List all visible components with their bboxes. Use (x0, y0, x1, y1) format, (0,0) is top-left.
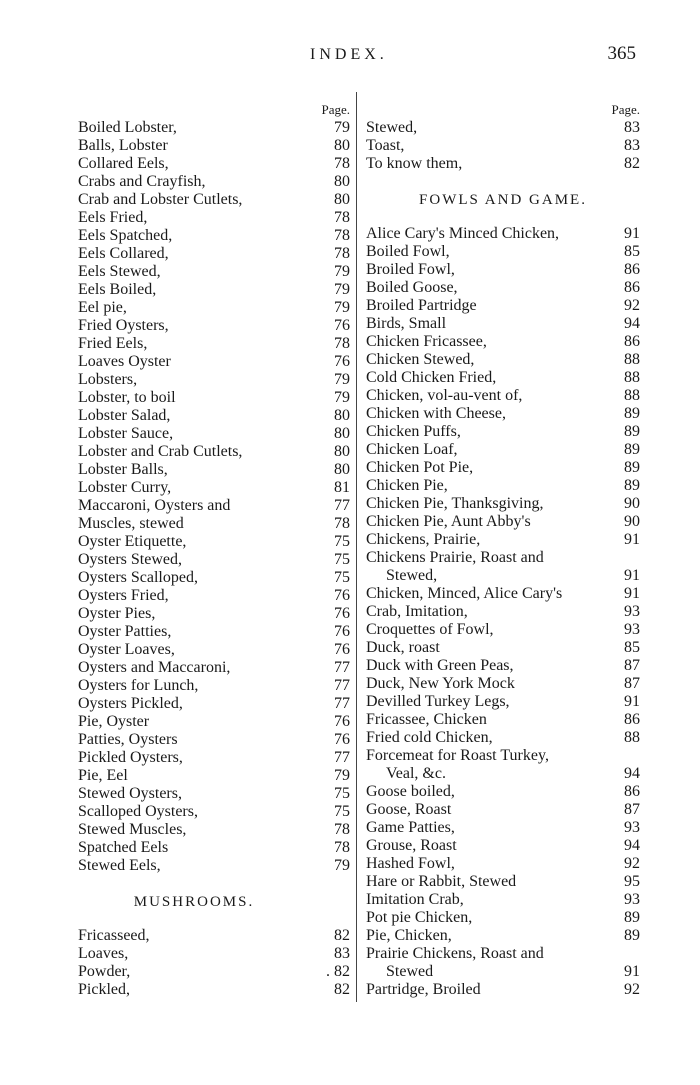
entry-page: 86 (624, 783, 640, 800)
entry-page: 83 (334, 945, 350, 962)
index-entry (78, 353, 350, 371)
entry-page: 90 (624, 513, 640, 530)
index-entry (78, 785, 350, 803)
entry-page: 94 (624, 837, 640, 854)
index-entry (78, 569, 350, 587)
entry-page: 78 (334, 839, 350, 856)
index-entry (78, 927, 350, 945)
entry-page: 83 (624, 137, 640, 154)
entry-title: Forcemeat for Roast Turkey, (366, 747, 549, 764)
entry-title: Croquettes of Fowl, (366, 621, 494, 638)
entry-page: 90 (624, 495, 640, 512)
entry-page: 79 (334, 263, 350, 280)
index-entry (366, 297, 640, 315)
entry-page: 76 (334, 587, 350, 604)
index-entry (366, 441, 640, 459)
entry-title: Eels Stewed, (78, 263, 161, 280)
entry-title: Chickens Prairie, Roast and (366, 549, 544, 566)
index-entry (78, 443, 350, 461)
index-entry (366, 513, 640, 531)
entry-page: 88 (624, 729, 640, 746)
index-entry (366, 225, 640, 243)
entry-page: 75 (334, 803, 350, 820)
entry-title: Partridge, Broiled (366, 981, 481, 998)
index-entry (366, 981, 640, 999)
entry-page: 78 (334, 227, 350, 244)
index-entry (78, 497, 350, 515)
entry-page: 89 (624, 405, 640, 422)
entry-title: Cold Chicken Fried, (366, 369, 497, 386)
index-entry (366, 477, 640, 495)
entry-title: Stewed, (386, 567, 438, 584)
entry-title: Stewed Oysters, (78, 785, 182, 802)
index-entry (366, 549, 640, 567)
index-entry (366, 729, 640, 747)
entry-page: 76 (334, 605, 350, 622)
entry-page: 87 (624, 801, 640, 818)
entry-title: Lobster, to boil (78, 389, 176, 406)
index-entry (366, 873, 640, 891)
index-entry (366, 837, 640, 855)
entry-page: 93 (624, 819, 640, 836)
entry-page: 87 (624, 675, 640, 692)
index-list-fowls-and-game (366, 225, 640, 999)
index-entry (366, 405, 640, 423)
entry-title: Duck with Green Peas, (366, 657, 514, 674)
index-entry (366, 369, 640, 387)
entry-title: Stewed (386, 963, 434, 980)
index-entry (78, 479, 350, 497)
entry-title: Eels Spatched, (78, 227, 173, 244)
entry-page: 91 (624, 567, 640, 584)
entry-title: Eels Fried, (78, 209, 148, 226)
index-entry (78, 677, 350, 695)
entry-title: Muscles, stewed (78, 515, 184, 532)
entry-page: 87 (624, 657, 640, 674)
entry-page: 89 (624, 927, 640, 944)
index-entry (366, 657, 640, 675)
entry-page: 75 (334, 569, 350, 586)
index-entry (78, 659, 350, 677)
index-entry (78, 695, 350, 713)
entry-page: 77 (334, 695, 350, 712)
index-entry (366, 927, 640, 945)
index-entry (366, 137, 640, 155)
entry-title: Scalloped Oysters, (78, 803, 198, 820)
page-column-label: Page. (611, 102, 640, 117)
entry-title: Collared Eels, (78, 155, 169, 172)
index-entry (78, 515, 350, 533)
index-entry (366, 945, 640, 963)
index-entry (78, 407, 350, 425)
right-column (366, 100, 640, 999)
entry-page: 80 (334, 425, 350, 442)
entry-page: 77 (334, 497, 350, 514)
entry-title: Chicken, Minced, Alice Cary's (366, 585, 563, 602)
entry-title: Chicken Loaf, (366, 441, 458, 458)
index-entry (78, 605, 350, 623)
index-entry (366, 675, 640, 693)
index-entry (78, 587, 350, 605)
entry-title: Duck, roast (366, 639, 440, 656)
entry-title: Pie, Oyster (78, 713, 150, 730)
entry-page: 80 (334, 407, 350, 424)
entry-title: Oysters and Maccaroni, (78, 659, 231, 676)
index-entry (366, 423, 640, 441)
entry-page: 94 (624, 765, 640, 782)
entry-title: Crabs and Crayfish, (78, 173, 206, 190)
entry-title: Oysters Stewed, (78, 551, 182, 568)
index-entry (366, 351, 640, 369)
entry-title: Chicken, vol-au-vent of, (366, 387, 523, 404)
index-entry (366, 603, 640, 621)
entry-page: 95 (624, 873, 640, 890)
entry-title: Oyster Etiquette, (78, 533, 187, 550)
section-heading-mushrooms: MUSHROOMS. (133, 894, 255, 910)
index-entry (78, 245, 350, 263)
index-entry (78, 857, 350, 875)
entry-page: 78 (334, 209, 350, 226)
index-entry (78, 749, 350, 767)
index-entry (78, 299, 350, 317)
entry-title: Hashed Fowl, (366, 855, 455, 872)
entry-title: Pickled, (78, 981, 130, 998)
entry-page: 86 (624, 711, 640, 728)
entry-title: Oysters Pickled, (78, 695, 183, 712)
entry-title: Oyster Loaves, (78, 641, 175, 658)
entry-title: Lobsters, (78, 371, 138, 388)
index-entry (366, 155, 640, 173)
entry-title: Lobster and Crab Cutlets, (78, 443, 243, 460)
entry-page: 83 (624, 119, 640, 136)
entry-page: 77 (334, 659, 350, 676)
index-entry (78, 227, 350, 245)
entry-page: 78 (334, 515, 350, 532)
running-title: INDEX. (310, 46, 388, 63)
entry-page: 81 (334, 479, 350, 496)
entry-page: 82 (624, 155, 640, 172)
index-entry (366, 243, 640, 261)
entry-page: 91 (624, 225, 640, 242)
entry-title: Boiled Goose, (366, 279, 458, 296)
index-entry (366, 639, 640, 657)
entry-page: 76 (334, 317, 350, 334)
index-entry (78, 461, 350, 479)
index-entry (366, 279, 640, 297)
index-entry (78, 191, 350, 209)
entry-page: 79 (334, 119, 350, 136)
entry-page: 93 (624, 891, 640, 908)
entry-page: 79 (334, 857, 350, 874)
entry-title: Eel pie, (78, 299, 127, 316)
index-entry (366, 801, 640, 819)
index-list-right (366, 119, 640, 173)
index-entry (78, 945, 350, 963)
entry-title: Fried Eels, (78, 335, 148, 352)
entry-page: 78 (334, 155, 350, 172)
index-entry (78, 281, 350, 299)
index-entry (366, 315, 640, 333)
entry-title: Fricasseed, (78, 927, 150, 944)
entry-title: To know them, (366, 155, 463, 172)
column-divider (356, 92, 357, 1002)
left-column (78, 100, 350, 999)
entry-page: 89 (624, 459, 640, 476)
index-entry (78, 767, 350, 785)
index-entry (366, 261, 640, 279)
entry-title: Lobster Salad, (78, 407, 171, 424)
entry-title: Pie, Eel (78, 767, 128, 784)
entry-title: Pie, Chicken, (366, 927, 452, 944)
index-entry (78, 335, 350, 353)
entry-page: 82 (334, 927, 350, 944)
entry-page: 91 (624, 531, 640, 548)
entry-page: 76 (334, 641, 350, 658)
entry-title: Crab and Lobster Cutlets, (78, 191, 243, 208)
entry-title: Stewed Eels, (78, 857, 161, 874)
entry-page: 89 (624, 441, 640, 458)
entry-page: 88 (624, 351, 640, 368)
index-entry (366, 119, 640, 137)
entry-title: Stewed Muscles, (78, 821, 187, 838)
section-heading-fowls-and-game: FOWLS AND GAME. (419, 192, 587, 208)
entry-page: 91 (624, 693, 640, 710)
entry-page: 86 (624, 279, 640, 296)
entry-title: Birds, Small (366, 315, 447, 332)
entry-page: 80 (334, 443, 350, 460)
entry-title: Fried Oysters, (78, 317, 169, 334)
index-entry (78, 371, 350, 389)
entry-page: 80 (334, 137, 350, 154)
entry-page: 89 (624, 909, 640, 926)
entry-title: Patties, Oysters (78, 731, 178, 748)
index-entry (78, 821, 350, 839)
entry-page: 94 (624, 315, 640, 332)
spacer (78, 875, 350, 893)
page-column-label: Page. (321, 102, 350, 117)
entry-title: Maccaroni, Oysters and (78, 497, 231, 514)
entry-title: Game Patties, (366, 819, 455, 836)
entry-title: Pickled Oysters, (78, 749, 183, 766)
index-entry (366, 495, 640, 513)
entry-title: Prairie Chickens, Roast and (366, 945, 544, 962)
index-entry (366, 765, 640, 783)
entry-title: Chicken Fricassee, (366, 333, 487, 350)
index-entry (366, 459, 640, 477)
index-entry (366, 963, 640, 981)
entry-page: 85 (624, 243, 640, 260)
page-header (0, 43, 700, 70)
entry-title: Grouse, Roast (366, 837, 457, 854)
entry-title: Chicken Pie, (366, 477, 448, 494)
index-entry (78, 963, 350, 981)
index-entry (366, 387, 640, 405)
index-list-left (78, 119, 350, 875)
index-entry (78, 713, 350, 731)
entry-page: 92 (624, 981, 640, 998)
index-entry (78, 803, 350, 821)
entry-page: 79 (334, 371, 350, 388)
entry-page: 76 (334, 713, 350, 730)
index-entry (78, 155, 350, 173)
entry-page: 78 (334, 335, 350, 352)
entry-title: Powder, (78, 963, 131, 980)
entry-title: Devilled Turkey Legs, (366, 693, 510, 710)
entry-page: 89 (624, 477, 640, 494)
entry-title: Oyster Pies, (78, 605, 156, 622)
entry-page: 91 (624, 963, 640, 980)
entry-title: Loaves Oyster (78, 353, 171, 370)
spacer (366, 209, 640, 225)
spacer (366, 173, 640, 191)
entry-title: Chicken Puffs, (366, 423, 461, 440)
entry-page: 75 (334, 785, 350, 802)
index-entry (366, 693, 640, 711)
index-entry (78, 119, 350, 137)
index-entry (366, 567, 640, 585)
index-entry (78, 981, 350, 999)
entry-title: Balls, Lobster (78, 137, 168, 154)
entry-title: Hare or Rabbit, Stewed (366, 873, 517, 890)
entry-page: 92 (624, 297, 640, 314)
entry-page: 80 (334, 461, 350, 478)
page-number: 365 (607, 43, 636, 64)
entry-page: 79 (334, 767, 350, 784)
index-entry (366, 855, 640, 873)
entry-title: Lobster Sauce, (78, 425, 174, 442)
entry-page: 77 (334, 677, 350, 694)
entry-title: Pot pie Chicken, (366, 909, 473, 926)
entry-page: 78 (334, 821, 350, 838)
entry-page: 88 (624, 387, 640, 404)
index-entry (366, 531, 640, 549)
entry-page: 85 (624, 639, 640, 656)
entry-page: 91 (624, 585, 640, 602)
index-entry (366, 333, 640, 351)
entry-page: 79 (334, 389, 350, 406)
entry-title: Chicken with Cheese, (366, 405, 506, 422)
entry-page: 76 (334, 731, 350, 748)
entry-title: Goose, Roast (366, 801, 452, 818)
index-entry (78, 731, 350, 749)
index-entry (366, 711, 640, 729)
entry-page: 76 (334, 623, 350, 640)
index-entry (366, 909, 640, 927)
entry-title: Chicken Pot Pie, (366, 459, 474, 476)
entry-title: Veal, &c. (386, 765, 446, 782)
entry-page: 82 (334, 981, 350, 998)
index-entry (78, 533, 350, 551)
index-entry (78, 209, 350, 227)
entry-title: Toast, (366, 137, 405, 154)
index-entry (78, 389, 350, 407)
entry-page: 86 (624, 333, 640, 350)
index-entry (78, 839, 350, 857)
entry-title: Oysters Scalloped, (78, 569, 198, 586)
entry-page: 89 (624, 423, 640, 440)
index-list-mushrooms (78, 927, 350, 999)
entry-title: Eels Collared, (78, 245, 169, 262)
index-entry (78, 623, 350, 641)
entry-title: Oysters Fried, (78, 587, 169, 604)
entry-title: Chicken Stewed, (366, 351, 475, 368)
entry-title: Alice Cary's Minced Chicken, (366, 225, 560, 242)
index-entry (78, 425, 350, 443)
entry-page: 75 (334, 533, 350, 550)
index-entry (366, 621, 640, 639)
entry-page: 80 (334, 173, 350, 190)
entry-title: Duck, New York Mock (366, 675, 515, 692)
entry-title: Boiled Fowl, (366, 243, 450, 260)
index-entry (78, 641, 350, 659)
entry-title: Lobster Curry, (78, 479, 172, 496)
entry-title: Broiled Fowl, (366, 261, 455, 278)
index-entry (78, 317, 350, 335)
index-entry (78, 551, 350, 569)
entry-title: Fried cold Chicken, (366, 729, 493, 746)
entry-page: 78 (334, 245, 350, 262)
entry-title: Chickens, Prairie, (366, 531, 481, 548)
entry-title: Chicken Pie, Aunt Abby's (366, 513, 531, 530)
entry-title: Oyster Patties, (78, 623, 172, 640)
entry-title: Imitation Crab, (366, 891, 464, 908)
entry-page: 92 (624, 855, 640, 872)
entry-page: . 82 (326, 963, 350, 980)
index-entry (366, 747, 640, 765)
entry-title: Stewed, (366, 119, 418, 136)
entry-page: 79 (334, 299, 350, 316)
entry-page: 93 (624, 603, 640, 620)
entry-page: 76 (334, 353, 350, 370)
entry-title: Crab, Imitation, (366, 603, 468, 620)
entry-page: 88 (624, 369, 640, 386)
entry-title: Fricassee, Chicken (366, 711, 487, 728)
index-entry (366, 891, 640, 909)
entry-page: 93 (624, 621, 640, 638)
entry-title: Chicken Pie, Thanksgiving, (366, 495, 544, 512)
spacer (78, 911, 350, 927)
entry-page: 80 (334, 191, 350, 208)
index-entry (366, 819, 640, 837)
entry-title: Broiled Partridge (366, 297, 477, 314)
entry-page: 77 (334, 749, 350, 766)
entry-title: Eels Boiled, (78, 281, 157, 298)
entry-title: Spatched Eels (78, 839, 169, 856)
entry-title: Goose boiled, (366, 783, 455, 800)
index-entry (78, 263, 350, 281)
entry-page: 75 (334, 551, 350, 568)
index-entry (78, 137, 350, 155)
index-entry (366, 585, 640, 603)
entry-title: Lobster Balls, (78, 461, 168, 478)
entry-title: Oysters for Lunch, (78, 677, 199, 694)
entry-title: Boiled Lobster, (78, 119, 177, 136)
entry-page: 86 (624, 261, 640, 278)
index-entry (78, 173, 350, 191)
index-entry (366, 783, 640, 801)
entry-page: 79 (334, 281, 350, 298)
entry-title: Loaves, (78, 945, 129, 962)
